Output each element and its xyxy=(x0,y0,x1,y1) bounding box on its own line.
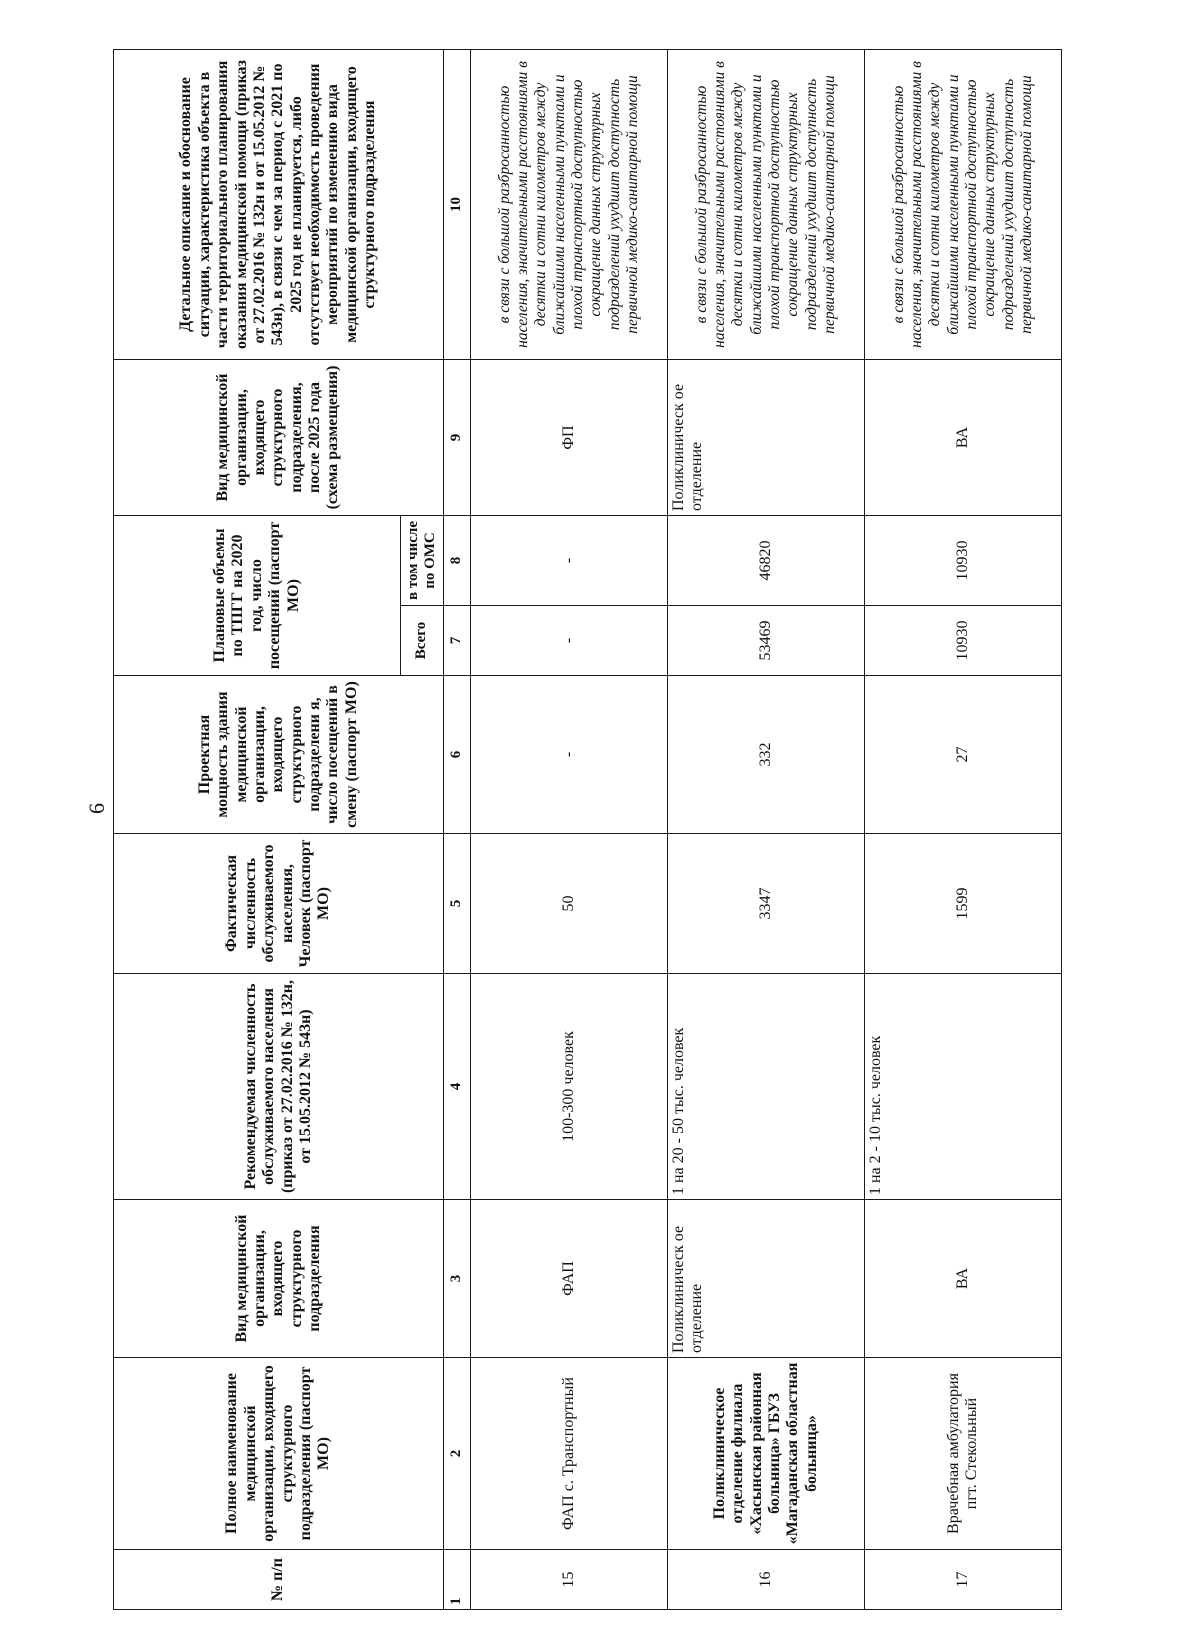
row-actual: 3347 xyxy=(668,834,865,974)
row-note: в связи с большой разбросанностью населения, значительными расстояниями в десятки и сотни километров между ближайшими населенными пунктами и плохой транспортной доступностью сокращение данных структурных подразделений ухудшит доступность первичной медико-санитарной помощи xyxy=(668,50,865,360)
row-note: в связи с большой разбросанностью населения, значительными расстояниями в десятки и сотни километров между ближайшими населенными пунктами и плохой транспортной доступностью сокращение данных структурных подразделений ухудшит доступность первичной медико-санитарной помощи xyxy=(865,50,1062,360)
row-oms: 10930 xyxy=(865,516,1062,606)
header-total: Всего xyxy=(401,606,444,676)
column-number: 7 xyxy=(444,606,471,676)
header-num: № п/п xyxy=(114,1550,444,1610)
row-total: 53469 xyxy=(668,606,865,676)
row-type: ФАП xyxy=(471,1200,668,1358)
column-numbers-row xyxy=(444,50,471,1610)
table-row xyxy=(471,50,668,1610)
header-org-type-after-2025: Вид медицинской организации, входящего структурного подразделения, после 2025 года (схема размещения) xyxy=(114,360,444,516)
header-recommended-population: Рекомендуемая численность обслуживаемого населения (приказ от 27.02.2016 № 132н, от 15.05.2012 № 543н) xyxy=(114,974,444,1200)
row-actual: 1599 xyxy=(865,834,1062,974)
row-total: 10930 xyxy=(865,606,1062,676)
row-actual: 50 xyxy=(471,834,668,974)
column-number: 4 xyxy=(444,974,471,1200)
row-oms: 46820 xyxy=(668,516,865,606)
table-row xyxy=(865,50,1062,1610)
column-number: 3 xyxy=(444,1200,471,1358)
header-org-type: Вид медицинской организации, входящего структурного подразделения xyxy=(114,1200,444,1358)
row-capacity: 27 xyxy=(865,676,1062,834)
row-oms: - xyxy=(471,516,668,606)
row-name: Поликлиническое отделение филиала «Хасынская районная больница» ГБУЗ «Магаданская областная больница» xyxy=(668,1358,865,1550)
header-full-name: Полное наименование медицинской организации, входящего структурного подразделения (паспорт МО) xyxy=(114,1358,444,1550)
column-number: 2 xyxy=(444,1358,471,1550)
medical-organizations-table xyxy=(113,49,1062,1610)
header-design-capacity: Проектная мощность здания медицинской организации, входящего структурного подразделени я, число посещений в смену (паспорт МО) xyxy=(114,676,444,834)
row-type: ВА xyxy=(865,1200,1062,1358)
row-note: в связи с большой разбросанностью населения, значительными расстояниями в десятки и сотни километров между ближайшими населенными пунктами и плохой транспортной доступностью сокращение данных структурных подразделений ухудшит доступность первичной медико-санитарной помощи xyxy=(471,50,668,360)
row-name: Врачебная амбулатория пгт. Стекольный xyxy=(865,1358,1062,1550)
row-recommended: 1 на 2 - 10 тыс. человек xyxy=(865,974,1062,1200)
row-capacity: - xyxy=(471,676,668,834)
row-type-after: Поликлиническ ое отделение xyxy=(668,360,865,516)
column-number: 10 xyxy=(444,50,471,360)
page-number: 6 xyxy=(84,803,109,814)
header-oms: в том числе по ОМС xyxy=(401,516,444,606)
column-number: 8 xyxy=(444,516,471,606)
table-row xyxy=(668,50,865,1610)
header-detailed-description: Детальное описание и обоснование ситуации, характеристика объекта в части территориального планирования оказания медицинской помощи (приказ от 27.02.2016 № 132н и от 15.05.2012 № 543н), в связи с чем за период с 2021 по 2025 год не планируется, либо отсутствует необходимость проведения мероприятий по изменению вида медицинской организации, входящего структурного подразделения xyxy=(114,50,444,360)
column-number: 5 xyxy=(444,834,471,974)
column-number: 6 xyxy=(444,676,471,834)
row-type-after: ВА xyxy=(865,360,1062,516)
column-number: 9 xyxy=(444,360,471,516)
header-row xyxy=(114,50,401,1610)
row-name: ФАП с. Транспортный xyxy=(471,1358,668,1550)
row-type-after: ФП xyxy=(471,360,668,516)
row-num: 15 xyxy=(471,1550,668,1610)
row-capacity: 332 xyxy=(668,676,865,834)
row-type: Поликлиническ ое отделение xyxy=(668,1200,865,1358)
rotated-table-container xyxy=(113,50,1200,1610)
row-num: 16 xyxy=(668,1550,865,1610)
header-planned-volumes: Плановые объемы по ТПГГ на 2020 год, число посещений (паспорт МО) xyxy=(114,516,401,676)
row-recommended: 100-300 человек xyxy=(471,974,668,1200)
row-recommended: 1 на 20 - 50 тыс. человек xyxy=(668,974,865,1200)
row-num: 17 xyxy=(865,1550,1062,1610)
header-actual-population: Фактическая численность обслуживаемого населения, Человек (паспорт МО) xyxy=(114,834,444,974)
row-total: - xyxy=(471,606,668,676)
column-number: 1 xyxy=(444,1550,471,1610)
